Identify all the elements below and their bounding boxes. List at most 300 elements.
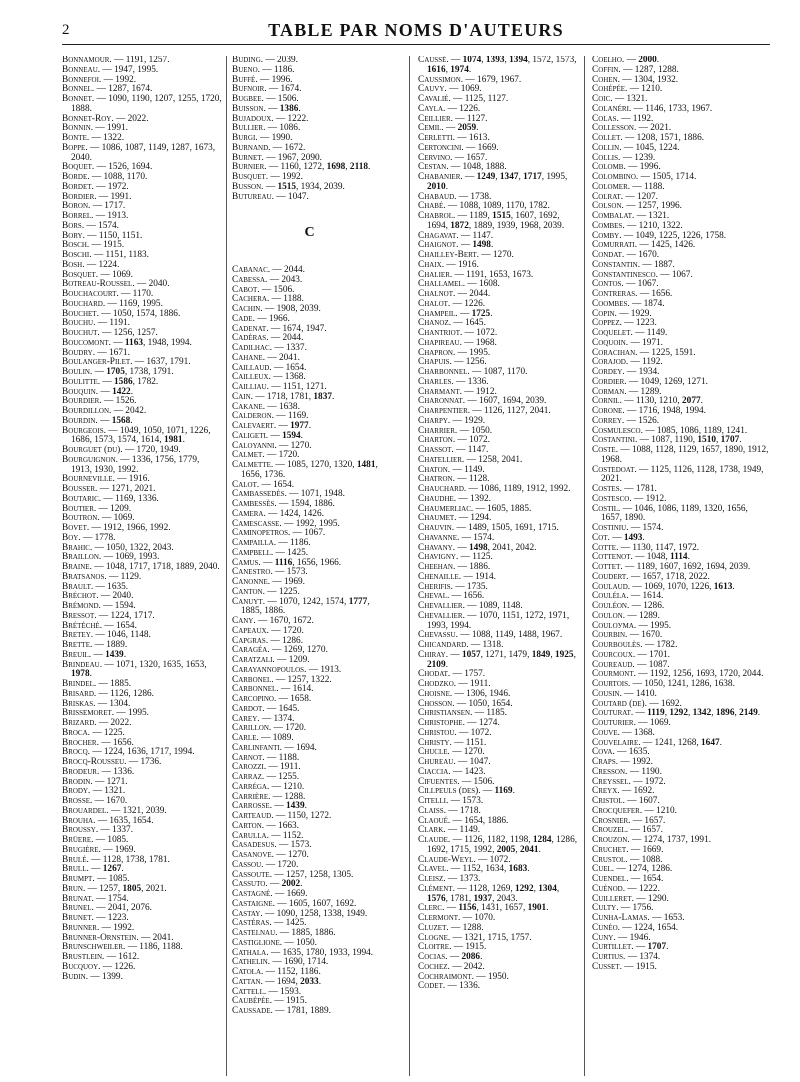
page-references: — 1718.: [448, 805, 481, 816]
author-name: Chevallier.: [418, 610, 468, 621]
page-references: — 1885, 1886.: [279, 928, 336, 938]
author-name: Carillon.: [232, 723, 274, 734]
page-references: — 2059.: [445, 123, 479, 134]
author-name: Coffin.: [592, 64, 624, 75]
author-name: Cotte.: [592, 542, 621, 553]
author-name: Brunel.: [62, 903, 97, 914]
author-name: Cambassedès.: [232, 489, 290, 500]
page-references: — 1574.: [630, 523, 664, 533]
page-references: — 1635.: [617, 747, 650, 758]
author-name: Bugbee.: [232, 94, 267, 104]
page-references: — 1088, 1128, 1129, 1657, 1890, 1912, 1968.: [601, 445, 769, 465]
author-name: Cain.: [232, 391, 256, 402]
page-references: — 1992.: [270, 172, 304, 182]
author-name: Coic.: [592, 94, 615, 104]
author-name: Cervino.: [418, 152, 455, 163]
author-name: Caligeti.: [232, 430, 271, 441]
author-name: Cluzet.: [418, 922, 452, 933]
section-spacer: [232, 202, 387, 222]
page-references: — 1125.: [460, 552, 493, 563]
author-name: Christou.: [418, 727, 460, 738]
page-references: — 1050.: [284, 937, 317, 948]
author-name: Brun.: [62, 883, 88, 894]
page-references: — 1912, 1966, 1992.: [91, 523, 171, 533]
author-name: Burnand.: [232, 142, 273, 153]
index-entry: [62, 661, 222, 681]
author-name: Creyx.: [592, 786, 622, 797]
author-name: Chapron.: [418, 347, 458, 358]
page-title: TABLE PAR NOMS D'AUTEURS: [268, 20, 564, 40]
page-references: — 1304.: [97, 698, 131, 709]
author-name: Cochez.: [418, 961, 453, 972]
page-references: — 1947, 1995.: [102, 64, 159, 75]
author-name: Cova.: [592, 747, 618, 758]
page-references: — 2044.: [457, 289, 491, 299]
page-references: — 1306, 1946.: [454, 688, 511, 699]
author-name: Brodin.: [62, 776, 96, 787]
page-references: — 1170.: [121, 289, 154, 299]
page-references: — 1654.: [273, 362, 307, 373]
page-references: — 1410.: [624, 688, 657, 699]
author-name: Bujadoux.: [232, 113, 276, 124]
page-references: — 2044.: [270, 333, 304, 344]
index-entry: [592, 963, 770, 973]
author-name: Claude-Weyl.: [418, 854, 479, 865]
author-name: Carozzi.: [232, 762, 269, 773]
page-references: — 1593.: [268, 986, 302, 997]
page-references: — 2021.: [638, 123, 672, 134]
author-name: Correy.: [592, 415, 627, 426]
author-name: Cuénod.: [592, 883, 628, 894]
index-column-4: [592, 56, 770, 1076]
author-name: Cattan.: [232, 976, 266, 987]
author-name: Burnet.: [232, 152, 267, 163]
page-references: — 1635, 1780, 1933, 1994.: [270, 947, 374, 958]
author-name: Brisard.: [62, 688, 99, 699]
page-references: — 1048, 1888.: [450, 162, 507, 173]
page-references: — 1258, 2041.: [466, 454, 523, 465]
page-references: — 1256.: [454, 357, 487, 368]
page-references: — 1992.: [103, 74, 137, 85]
page-references: — 1692.: [621, 786, 655, 797]
page-references: — 1269, 1270.: [272, 645, 328, 656]
author-name: Bouquin.: [62, 386, 101, 397]
author-name: Cunha-Lamas.: [592, 913, 653, 923]
author-name: Boschi.: [62, 250, 94, 260]
page-references: — 1209.: [277, 655, 310, 665]
author-name: Carbonel.: [232, 674, 276, 685]
page-references: — 1654.: [261, 479, 295, 490]
page-references: — 1929.: [452, 415, 486, 426]
author-name: Cabessa.: [232, 274, 270, 285]
page-references: — 1088, 1089, 1170, 1782.: [447, 201, 550, 212]
page-references: — 1152, 1634, 1683.: [450, 864, 530, 875]
page-references: — 2039.: [265, 56, 298, 65]
page-references: — 1506.: [461, 776, 495, 787]
author-name: Broca.: [62, 727, 93, 738]
author-name: Cruchet.: [592, 844, 631, 855]
author-name: Costedoat.: [592, 464, 640, 475]
page-references: — 1192.: [621, 113, 654, 124]
page-references: — 1916.: [117, 474, 150, 485]
author-name: Charton.: [418, 435, 458, 446]
page-references: — 1270.: [452, 747, 485, 758]
page-references: — 1290.: [636, 893, 669, 904]
author-name: Boutier.: [62, 503, 99, 514]
author-name: Chantriot.: [418, 328, 465, 338]
page-references: — 1506.: [266, 94, 299, 104]
author-name: Cordier.: [592, 376, 629, 387]
author-name: Constantin.: [592, 259, 643, 270]
author-name: Brugière.: [62, 844, 104, 855]
author-name: Carton.: [232, 820, 267, 831]
page-references: — 1049, 1050, 1071, 1226, 1686, 1573, 1574, 1614, 1981.: [71, 425, 211, 446]
page-references: — 1188.: [266, 752, 300, 763]
author-name: Courboulès.: [592, 640, 645, 650]
page-references: — 1130, 1147, 1972.: [620, 542, 700, 553]
author-name: Chanoz.: [418, 318, 454, 329]
page-references: — 1754.: [96, 893, 129, 904]
author-name: Coracihan.: [592, 347, 640, 358]
author-name: Combalat.: [592, 211, 637, 221]
author-name: Bufnoir.: [232, 84, 269, 95]
author-name: Corone.: [592, 406, 627, 416]
page-references: — 2044.: [272, 265, 305, 275]
page-references: — 1241, 1268, 1647.: [642, 737, 722, 748]
author-name: Bouchacourt.: [62, 289, 122, 299]
page-references: — 1191.: [97, 318, 130, 329]
page-references: — 1968.: [464, 337, 497, 348]
index-entry: [232, 193, 387, 203]
author-name: Caratzali.: [232, 655, 278, 665]
author-name: Coudert.: [592, 571, 631, 582]
page-references: — 1996.: [628, 162, 661, 173]
author-name: Bonnet.: [62, 94, 97, 104]
page-references: — 1191, 1653, 1673.: [454, 269, 534, 280]
author-name: Bosquet.: [62, 269, 101, 280]
author-name: Bourdin.: [62, 415, 101, 426]
page-references: — 2043.: [269, 274, 303, 285]
page-references: — 1720.: [266, 450, 300, 461]
page-references: — 1130, 1210, 2077.: [624, 396, 703, 407]
page-references: — 1757.: [452, 669, 486, 680]
column-2-top-entries: [232, 56, 387, 202]
page-references: — 1605, 1885.: [475, 503, 532, 514]
page-references: — 1072.: [457, 435, 491, 446]
author-name: Costiniu.: [592, 523, 631, 533]
page-references: — 1526, 1694.: [96, 162, 153, 173]
author-name: Contreras.: [592, 289, 640, 299]
page-references: — 1069.: [449, 84, 482, 95]
page-references: — 1995.: [457, 347, 491, 358]
page-references: — 1255.: [266, 772, 300, 782]
page-references: — 1125, 1127.: [453, 94, 509, 104]
page-references: — 1690, 1714.: [272, 957, 329, 968]
author-name: Castéras.: [232, 918, 274, 929]
author-name: Boulitte.: [62, 376, 103, 387]
author-name: Caubépée.: [232, 996, 275, 1007]
author-name: Chureau.: [418, 757, 459, 767]
author-name: Coombes.: [592, 298, 633, 309]
index-entry: [418, 56, 578, 76]
author-name: Carcopino.: [232, 694, 279, 704]
page-references: — 1057, 1271, 1479, 1849, 1925, 2109.: [427, 649, 576, 670]
author-name: Chaignot.: [418, 240, 461, 251]
author-name: Brétéché.: [62, 620, 105, 631]
author-name: Butureau.: [232, 191, 277, 202]
section-letter-c: C: [304, 225, 315, 241]
author-name: Cuilleret.: [592, 893, 637, 904]
index-entry: [418, 651, 578, 671]
author-name: Cohépée.: [592, 84, 630, 95]
author-name: Bourdier.: [62, 396, 104, 407]
index-entry: [418, 885, 578, 905]
author-name: Chaton.: [418, 464, 453, 475]
page-references: — 1996.: [259, 74, 293, 85]
index-column-2: [232, 56, 387, 1076]
index-column-1: [62, 56, 222, 1076]
author-name: Brunner.: [62, 922, 102, 933]
author-name: Chavany.: [418, 542, 458, 553]
page-references: — 1069, 1993.: [103, 552, 160, 563]
author-name: Colanéri.: [592, 103, 634, 114]
page-references: — 1085, 1270, 1320, 1481, 1656, 1736.: [241, 460, 378, 480]
index-columns: [62, 56, 770, 1076]
author-name: Carréga.: [232, 781, 272, 792]
page-references: — 1337.: [274, 343, 307, 353]
page-references: — 1637, 1791.: [134, 357, 191, 368]
page-references: — 2041.: [141, 932, 174, 943]
author-name: Brüere.: [62, 835, 96, 845]
author-name: Coulaud.: [592, 581, 633, 592]
page-references: — 1657.: [630, 825, 664, 836]
page-references: — 1991.: [98, 191, 132, 202]
author-name: Brunet.: [62, 913, 97, 923]
page-references: — 1916.: [446, 259, 479, 270]
page-references: — 1670.: [94, 796, 128, 806]
page-references: — 1654.: [104, 620, 137, 631]
page-references: — 1725.: [459, 308, 493, 319]
author-name: Costes.: [592, 484, 625, 494]
page-references: — 1568.: [100, 415, 133, 426]
page-references: — 2041, 2076.: [96, 903, 152, 914]
author-name: Cassou.: [232, 859, 266, 870]
author-name: Cresson.: [592, 766, 630, 777]
page-references: — 1914.: [463, 571, 496, 582]
column-divider: [584, 56, 585, 1076]
author-name: Boutron.: [62, 513, 103, 524]
page-references: — 1225, 1591.: [639, 347, 696, 358]
author-name: Copin.: [592, 308, 620, 319]
page-references: — 1256, 1257.: [102, 328, 158, 338]
page-references: — 1189, 1515, 1607, 1692, 1694, 1872, 1889, 1939, 1968, 2039.: [427, 211, 565, 231]
page-references: — 1321, 2039.: [110, 805, 167, 816]
author-name: Christy.: [418, 737, 455, 748]
page-references: — 1423.: [452, 766, 486, 777]
index-entry: [62, 456, 222, 476]
author-name: Brull.: [62, 864, 92, 875]
page-references: — 1270.: [481, 250, 514, 260]
page-references: — 1318.: [470, 640, 504, 650]
author-name: Comby.: [592, 230, 624, 241]
page-references: — 1274, 1286.: [616, 864, 673, 875]
page-references: — 1670, 1672.: [258, 616, 314, 626]
author-name: Chalnot.: [418, 289, 458, 299]
author-name: Bordet.: [62, 181, 97, 192]
author-name: Coppez.: [592, 318, 625, 329]
author-name: Bonneau.: [62, 64, 103, 75]
page-references: — 1694.: [284, 742, 317, 753]
author-name: Chailley-Bert.: [418, 250, 482, 260]
page-references: — 1913.: [308, 664, 342, 675]
page-references: — 1072.: [464, 328, 498, 338]
index-entry: [418, 173, 578, 193]
author-name: Cauvy.: [418, 84, 450, 95]
page-references: — 1669.: [630, 844, 664, 855]
author-name: Collis.: [592, 152, 623, 163]
author-name: Cordey.: [592, 367, 627, 377]
author-name: Bonnamour.: [62, 56, 115, 65]
author-name: Claiss.: [418, 805, 449, 816]
author-name: Caillaud.: [232, 362, 274, 373]
page-references: — 2086.: [449, 952, 483, 962]
author-name: Cadilhac.: [232, 343, 275, 353]
author-name: Chapireau.: [418, 337, 465, 348]
author-name: Cottenot.: [592, 552, 636, 563]
index-entry: [232, 598, 387, 618]
author-name: Carraz.: [232, 772, 267, 782]
page-references: — 1913.: [95, 211, 129, 221]
author-name: Costil.: [592, 503, 623, 514]
page-references: — 1047.: [458, 757, 491, 767]
author-name: Capeaux.: [232, 625, 272, 636]
page-references: — 1638.: [267, 401, 300, 412]
page-references: — 1085.: [95, 835, 129, 845]
author-name: Cot.: [592, 532, 613, 543]
author-name: Chevallier.: [418, 601, 468, 611]
section-spacer: [232, 246, 387, 266]
author-name: Chapuis.: [418, 357, 455, 368]
page-references: — 1294.: [458, 513, 492, 524]
page-references: — 1374.: [627, 952, 661, 962]
author-name: Bourneville.: [62, 474, 118, 485]
author-name: Busquet.: [232, 172, 271, 182]
author-name: Boudry.: [62, 347, 98, 358]
page-references: — 1874.: [632, 298, 665, 309]
author-name: Carrière.: [232, 791, 273, 802]
page-references: — 1991.: [95, 123, 128, 134]
author-name: Collesson.: [592, 123, 639, 134]
page-references: — 1526.: [103, 396, 137, 407]
page-references: — 1239.: [622, 152, 656, 163]
index-entry: [418, 836, 578, 856]
page-references: — 1126, 1286.: [98, 688, 154, 699]
page-references: — 1321.: [614, 94, 648, 104]
author-name: Borde.: [62, 172, 92, 182]
page-references: — 1692.: [649, 698, 682, 709]
author-name: Brocq.: [62, 747, 93, 758]
page-references: — 1287, 1288.: [623, 64, 679, 75]
page-references: — 1048, 1114.: [635, 552, 690, 563]
author-name: Carey.: [232, 713, 262, 724]
page-references: — 1977.: [278, 421, 312, 431]
author-name: Christiansen.: [418, 708, 475, 719]
author-name: Contos.: [592, 279, 627, 290]
author-name: Certoncini.: [418, 142, 467, 153]
author-name: Camus.: [232, 557, 264, 568]
page-references: — 1156, 1431, 1657, 1901.: [446, 903, 549, 914]
author-name: Cousin.: [592, 688, 625, 699]
page-references: — 1992.: [101, 922, 135, 933]
page-references: — 1192, 1256, 1693, 1720, 2044.: [638, 669, 764, 680]
page-references: — 1720.: [273, 723, 307, 734]
page-references: — 1735.: [455, 581, 488, 592]
page-references: — 1089.: [261, 733, 294, 743]
author-name: Camera.: [232, 508, 269, 519]
page-references: — 1705, 1738, 1791.: [94, 367, 174, 377]
author-name: Chagavat.: [418, 230, 461, 241]
author-name: Cardot.: [232, 703, 267, 714]
column-divider: [226, 56, 227, 1076]
author-name: Brodeur.: [62, 766, 102, 777]
author-name: Cifuentes.: [418, 776, 462, 787]
page-references: — 1169, 1336.: [103, 493, 159, 504]
page-references: — 1257, 1322.: [275, 674, 332, 685]
page-references: — 2040.: [100, 591, 134, 602]
author-name: Cayla.: [418, 103, 448, 114]
page-references: — 1050, 1654.: [456, 698, 513, 709]
page-references: — 1288.: [451, 922, 484, 933]
author-name: Chauvin.: [418, 523, 457, 533]
page-references: — 1645.: [453, 318, 486, 329]
author-name: Brette.: [62, 640, 95, 650]
author-name: Bretey.: [62, 630, 96, 641]
author-name: Crouzel.: [592, 825, 631, 836]
page-references: — 1257, 1258, 1305.: [274, 869, 354, 880]
page-references: — 1069.: [102, 513, 135, 524]
author-name: Calmet.: [232, 450, 267, 461]
page-references: — 1086.: [267, 123, 301, 134]
author-name: Bourguet (du).: [62, 445, 125, 455]
index-entry: [62, 973, 222, 983]
page-references: — 1049, 1269, 1271.: [628, 376, 708, 387]
author-name: Bonnet-Roy.: [62, 113, 116, 124]
author-name: Canton.: [232, 586, 268, 597]
author-name: Chaumet.: [418, 513, 459, 524]
page-references: — 1574.: [86, 220, 120, 231]
author-name: Chaix.: [418, 259, 447, 270]
author-name: Chavanne.: [418, 532, 462, 543]
page-references: — 1086, 1189, 1912, 1992.: [468, 484, 571, 494]
author-name: Brémond.: [62, 601, 104, 611]
author-name: Crouzon.: [592, 835, 633, 845]
author-name: Chodzko.: [418, 679, 459, 689]
page-references: — 1189, 1607, 1692, 1694, 2039.: [625, 562, 751, 572]
page-references: — 1208, 1571, 1886.: [625, 133, 705, 143]
page-references: — 1657, 1718, 2022.: [630, 571, 710, 582]
page-references: — 1594.: [270, 430, 303, 441]
page-references: — 1270.: [276, 850, 309, 860]
author-name: Cade.: [232, 313, 258, 324]
page-references: — 1050, 1241, 1286, 1638.: [632, 679, 735, 689]
author-name: Culty.: [592, 903, 621, 914]
author-name: Cerletti.: [418, 133, 458, 143]
page-references: — 1425.: [275, 547, 309, 558]
author-name: Chevassu.: [418, 630, 461, 641]
page-references: — 1498.: [460, 240, 494, 251]
author-name: Calot.: [232, 479, 262, 490]
author-name: Cuendel.: [592, 874, 631, 884]
